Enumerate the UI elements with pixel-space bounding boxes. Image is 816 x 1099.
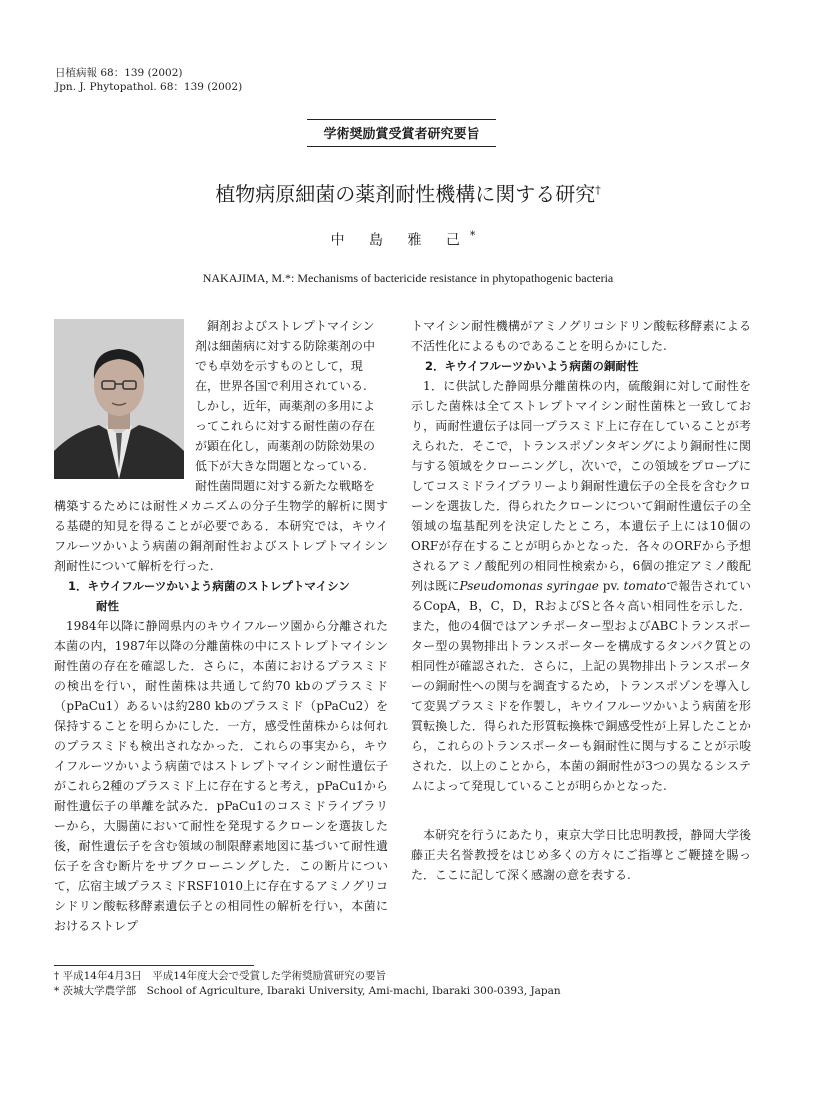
footnote-dagger: † 平成14年4月3日 平成14年度大会で受賞した学術奨励賞研究の要旨 xyxy=(54,970,387,982)
section-heading-1: 1．キウイフルーツかいよう病菌のストレプトマイシン xyxy=(68,579,350,593)
author-name xyxy=(0,229,816,250)
section-heading-1-cont: 耐性 xyxy=(96,599,119,613)
body-text: 1．に供試した静岡県分離菌株の内，硫酸銅に対して耐性を示した菌株は全てストレプトマイシン耐性菌株と一致しており，両耐性遺伝子は同一プラスミド上に存在していることが考えられた．そこで，トランスポゾンタギングにより銅耐性に関与する領域をクローニングし，次いで，この領域をプローブにしてコスミドライブラリーより銅耐性遺伝子の全長を含むクローンを選抜した．得られたクローンについて銅耐性遺伝子の全領域の塩基配列を決定したところ，本遺伝子上には10個のORFが存在することが明らかとなった．各々のORFから予想されるアミノ酸配列の相同性検索から，6個の推定アミノ酸配列は既に xyxy=(411,379,751,593)
footnote-asterisk: * 茨城大学農学部 School of Agriculture, Ibaraki University, Ami-machi, Ibaraki 300-0393, Japan xyxy=(54,985,561,997)
title-dagger-mark: † xyxy=(595,183,601,197)
body-continuation: トマイシン耐性機構がアミノグリコシドリン酸転移酵素による不活性化によるものであることを明らかにした. xyxy=(411,319,751,353)
intro-line: ってこれらに対する耐性菌の存在 xyxy=(195,419,376,433)
pathovar-name: tomato xyxy=(623,579,667,593)
journal-citation-ja: 日植病報 68：139 (2002) xyxy=(55,67,183,79)
author-name-text: 中 島 雅 己 xyxy=(330,232,470,249)
intro-line: しかし，近年，両薬剤の多用によ xyxy=(195,399,376,413)
species-name: Pseudomonas syringae xyxy=(459,579,599,593)
footnote-divider xyxy=(54,965,254,966)
species-pv: pv. xyxy=(598,579,624,593)
body-paragraph-2 xyxy=(411,376,751,796)
journal-citation-en: Jpn. J. Phytopathol. 68：139 (2002) xyxy=(55,81,243,93)
english-title: NAKAJIMA, M.*: Mechanisms of bactericide resistance in phytopathogenic bacteria xyxy=(202,271,614,285)
section-heading-2: 2．キウイフルーツかいよう病菌の銅耐性 xyxy=(425,359,639,373)
paper-title xyxy=(0,178,816,207)
section-label: 学術奨励賞受賞者研究要旨 xyxy=(307,119,496,147)
intro-paragraph: 構築するためには耐性メカニズムの分子生物学的解析に関する基礎的知見を得ることが必要である．本研究では，キウイフルーツかいよう病菌の銅剤耐性およびストレプトマイシン剤耐性について解析を行った. xyxy=(54,499,388,573)
left-column xyxy=(54,316,388,936)
body-paragraph-1: 1984年以降に静岡県内のキウイフルーツ園から分離された本菌の内，1987年以降の分離菌株の中にストレプトマイシン耐性菌の存在を確認した．さらに，本菌におけるプラスミドの検出を行い，耐性菌株は共通して約70 kbのプラスミド（pPaCu1）あるいは約280 kbのプラスミド（pPaCu2）を保持することを明らかにした．一方，感受性菌株からは何れのプラスミドも検出されなかった．これらの事実から，キウイフルーツかいよう病菌ではストレプトマイシン耐性遺伝子がこれら2種のプラスミド上に存在すると考え，pPaCu1から耐性遺伝子の単離を試みた．pPaCu1のコスミドライブラリーから，大腸菌において耐性を発現するクローンを選抜した後，耐性遺伝子を含む領域の制限酵素地図に基づいて耐性遺伝子を含む断片をサブクローニングした．この断片について，広宿主域プラスミドRSF1010上に存在するアミノグリコシドリン酸転移酵素遺伝子との相同性の解析を行い，本菌におけるストレプ xyxy=(54,619,388,933)
author-affiliation-mark: * xyxy=(469,229,486,242)
intro-line: 耐性菌問題に対する新たな戦略を xyxy=(195,479,376,493)
footnotes xyxy=(54,969,561,999)
paper-title-text: 植物病原細菌の薬剤耐性機構に関する研究 xyxy=(215,182,596,206)
intro-line: 低下が大きな問題となっている. xyxy=(195,459,367,473)
intro-line: 在，世界各国で利用されている. xyxy=(195,379,367,393)
right-column xyxy=(411,316,751,885)
intro-line: 剤は細菌病に対する防除薬剤の中 xyxy=(195,339,376,353)
intro-line: が顕在化し，両薬剤の防除効果の xyxy=(195,439,376,453)
body-text: で報告されているCopA，B，C，D，RおよびSと各々高い相同性を示した．また，他の4個ではアンチポーター型およびABCトランスポーター型の異物排出トランスポーターを構成するタンパク質との相同性が確認された．さらに，上記の異物排出トランスポーターの銅耐性への関与を調査するため，トランスポゾンを導入して変異プラスミドを作製し，キウイフルーツかいよう病菌を形質転換した．得られた形質転換株で銅感受性が上昇したことから，これらのトランスポーターも銅耐性に関与することが示唆された．以上のことから，本菌の銅耐性が3つの異なるシステムによって発現していることが明らかとなった. xyxy=(411,579,751,793)
intro-line: 銅剤およびストレプトマイシン xyxy=(207,319,375,333)
intro-line: でも卓効を示すものとして，現 xyxy=(195,359,363,373)
journal-citation xyxy=(55,66,242,94)
acknowledgment: 本研究を行うにあたり，東京大学日比忠明教授，静岡大学後藤正夫名誉教授をはじめ多くの方々にご指導とご鞭撻を賜った．ここに記して深く感謝の意を表する. xyxy=(411,828,751,882)
